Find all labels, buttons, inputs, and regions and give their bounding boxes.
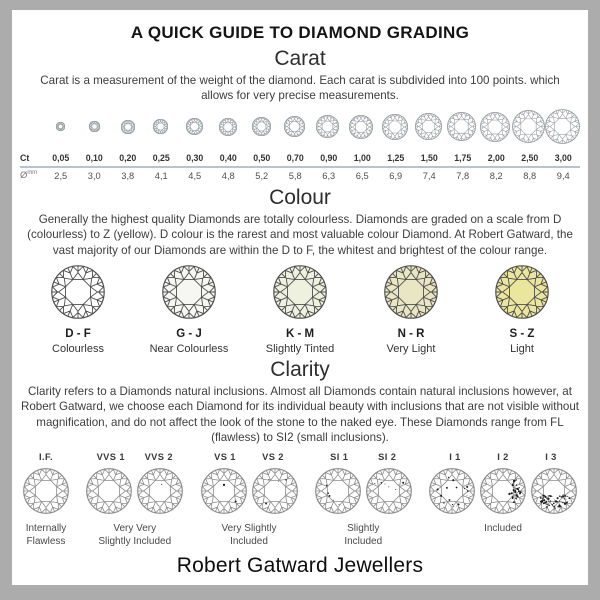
colour-grade-name: Very Light: [386, 343, 436, 356]
diamond-icon: [429, 468, 475, 514]
diamond-icon: [384, 265, 438, 319]
colour-heading: Colour: [269, 185, 331, 209]
diamond-icon: [349, 115, 373, 139]
carat-ct-value: 1,50: [420, 152, 438, 163]
diamond-icon: [186, 118, 203, 135]
clarity-grade-labels: [87, 452, 183, 468]
clarity-heading: Clarity: [270, 358, 330, 382]
carat-stone: [111, 120, 144, 134]
carat-mm-value: 8,8: [523, 170, 537, 181]
diamond-icon: [366, 468, 412, 514]
colour-grade-name: Colourless: [52, 343, 104, 356]
clarity-grade-label: VS 2: [262, 451, 284, 462]
clarity-group: [22, 452, 70, 548]
diamond-icon: [415, 113, 442, 140]
clarity-stone: [136, 468, 184, 514]
diamond-icon: [201, 468, 247, 514]
carat-mm-value: 4,8: [221, 170, 235, 181]
diamond-icon: [137, 468, 183, 514]
clarity-grade-label: I 3: [545, 451, 557, 462]
carat-heading: Carat: [274, 47, 326, 70]
clarity-stone: [314, 468, 362, 514]
clarity-grade-labels: [431, 452, 575, 468]
colour-stone: [162, 265, 216, 319]
clarity-grade-label: I 2: [497, 451, 509, 462]
diamond-icon: [480, 112, 510, 142]
carat-stone: [77, 121, 110, 132]
diamond-icon: [273, 265, 327, 319]
diamond-icon: [121, 120, 135, 134]
colour-range-label: D - F: [65, 328, 91, 341]
carat-mm-value: 7,4: [422, 170, 436, 181]
carat-mm-value: 2,5: [54, 170, 68, 181]
clarity-stones: [314, 468, 413, 514]
carat-mm-value: 5,8: [288, 170, 302, 181]
guide-sheet: [12, 10, 588, 585]
clarity-group: [314, 452, 413, 548]
colour-grade-name: Slightly Tinted: [265, 343, 335, 356]
footer-brand: Robert Gatward Jewellers: [176, 554, 424, 577]
carat-mm-row: [20, 168, 580, 183]
diamond-icon: [495, 265, 549, 319]
carat-stone: [545, 109, 580, 144]
carat-ct-value: 2,00: [487, 152, 505, 163]
carat-ct-value: 0,40: [219, 152, 237, 163]
carat-mm-value: 9,4: [556, 170, 570, 181]
carat-ct-value: 0,30: [186, 152, 204, 163]
clarity-stones: [428, 468, 578, 514]
carat-ct-value: 1,00: [353, 152, 371, 163]
carat-mm-value: 3,8: [121, 170, 135, 181]
diamond-icon: [23, 468, 69, 514]
clarity-group: [85, 452, 184, 548]
colour-grade-column: [139, 265, 239, 355]
carat-stone: [211, 118, 244, 136]
carat-stone: [278, 116, 311, 137]
colour-grade-name: Light: [510, 343, 534, 356]
carat-stone: [378, 114, 411, 140]
carat-diameter-label: $Ø^{mm}$: [20, 169, 37, 181]
carat-ct-value: 0,90: [320, 152, 338, 163]
clarity-grade-labels: [201, 452, 297, 468]
clarity-grade-label: VVS 1: [96, 451, 125, 462]
diamond-icon: [480, 468, 526, 514]
colour-range-label: G - J: [176, 328, 202, 341]
clarity-grade-label: SI 1: [330, 451, 349, 462]
diamond-icon: [315, 468, 361, 514]
diamond-icon: [162, 265, 216, 319]
clarity-stones: [200, 468, 299, 514]
carat-mm-value: 7,8: [456, 170, 470, 181]
clarity-stone: [200, 468, 248, 514]
colour-range-label: S - Z: [509, 328, 535, 341]
colour-range-label: K - M: [285, 328, 315, 341]
carat-ct-value: 0,25: [152, 152, 170, 163]
clarity-stone: [251, 468, 299, 514]
carat-mm-value: 4,1: [154, 170, 168, 181]
clarity-description: Clarity refers to a Diamonds natural inclusions. Almost all Diamonds contain natural inclusions however, at Robert Gatward, we choose each Diamond for its individual beauty with inclusions that are not visible without magnification, and do not affect the look of the stone to the naked eye. These Diamonds range from FL (flawless) to SI2 (small inclusions).: [20, 385, 580, 445]
colour-grade-column: [472, 265, 572, 355]
carat-stone: [411, 113, 444, 140]
clarity-grade-labels: [315, 452, 411, 468]
carat-ct-row: [20, 151, 580, 166]
clarity-group-label: Slightly Included: [344, 522, 383, 547]
colour-stone: [273, 265, 327, 319]
carat-ct-value: 0,05: [52, 152, 70, 163]
carat-ct-value: 0,10: [85, 152, 103, 163]
diamond-icon: [56, 122, 65, 131]
clarity-stone: [479, 468, 527, 514]
clarity-stone: [85, 468, 133, 514]
clarity-group-label: Very Very Slightly Included: [98, 522, 172, 547]
colour-grade-name: Near Colourless: [149, 343, 229, 356]
clarity-grade-label: VVS 2: [144, 451, 173, 462]
carat-mm-value: 6,3: [322, 170, 336, 181]
clarity-group-label: Very Slightly Included: [221, 522, 277, 547]
clarity-grade-label: VS 1: [214, 451, 236, 462]
carat-mm-value: 5,2: [255, 170, 269, 181]
carat-ct-value: 0,70: [286, 152, 304, 163]
diamond-icon: [284, 116, 305, 137]
carat-mm-value: 8,2: [489, 170, 503, 181]
carat-stone: [144, 119, 177, 134]
carat-stone: [478, 112, 511, 142]
colour-grade-row: [28, 265, 572, 355]
colour-grade-column: [250, 265, 350, 355]
carat-ct-value: 2,50: [521, 152, 539, 163]
clarity-group-label: Internally Flawless: [25, 522, 67, 547]
clarity-stone: [428, 468, 476, 514]
carat-mm-value: 3,0: [87, 170, 101, 181]
carat-mm-value: 6,9: [389, 170, 403, 181]
clarity-group: [428, 452, 578, 535]
carat-stone: [512, 110, 545, 143]
carat-stone: [244, 117, 277, 136]
carat-stone: [311, 115, 344, 138]
carat-stone: [44, 122, 77, 131]
diamond-icon: [86, 468, 132, 514]
clarity-grade-row: [22, 452, 578, 548]
clarity-grade-labels: [22, 452, 70, 468]
colour-stone: [51, 265, 105, 319]
carat-stone: [445, 112, 478, 141]
diamond-icon: [382, 114, 408, 140]
carat-ct-label: Ct: [20, 152, 30, 163]
clarity-grade-label: I.F.: [39, 451, 53, 462]
colour-stone: [384, 265, 438, 319]
diamond-icon: [219, 118, 237, 136]
colour-stone: [495, 265, 549, 319]
carat-stone: [345, 115, 378, 139]
clarity-group: [200, 452, 299, 548]
clarity-stone: [22, 468, 70, 514]
diamond-icon: [512, 110, 545, 143]
clarity-grade-label: I 1: [449, 451, 461, 462]
diamond-icon: [51, 265, 105, 319]
carat-ct-value: 3,00: [554, 152, 572, 163]
diamond-icon: [316, 115, 339, 138]
carat-description: Carat is a measurement of the weight of the diamond. Each carat is subdivided into 100 points. which allows for very precise measurements.: [40, 74, 560, 103]
carat-ct-value: 0,50: [253, 152, 271, 163]
carat-stone-row: [20, 107, 580, 147]
carat-stone: [178, 118, 211, 135]
carat-ct-value: 0,20: [119, 152, 137, 163]
colour-description: Generally the highest quality Diamonds are totally colourless. Diamonds are graded on a scale from D (colourless) to Z (yellow). D colour is the rarest and most valuable colour Diamond. At Robert Gatward, the vast majority of our Diamonds are within the D to F, the whitest and brightest of the colour range.: [27, 212, 573, 257]
colour-range-label: N - R: [397, 328, 425, 341]
diamond-icon: [531, 468, 577, 514]
clarity-stone: [365, 468, 413, 514]
clarity-stones: [22, 468, 70, 514]
diamond-icon: [545, 109, 580, 144]
clarity-stones: [85, 468, 184, 514]
colour-grade-column: [28, 265, 128, 355]
diamond-icon: [89, 121, 100, 132]
colour-grade-column: [361, 265, 461, 355]
clarity-stone: [530, 468, 578, 514]
diamond-icon: [447, 112, 476, 141]
clarity-grade-label: SI 2: [378, 451, 397, 462]
diamond-icon: [252, 468, 298, 514]
carat-ct-value: 1,25: [387, 152, 405, 163]
diamond-icon: [153, 119, 168, 134]
diamond-icon: [252, 117, 271, 136]
carat-mm-value: 6,5: [355, 170, 369, 181]
carat-mm-value: 4,5: [188, 170, 202, 181]
clarity-group-label: Included: [484, 522, 522, 534]
carat-ct-value: 1,75: [454, 152, 472, 163]
page-title: A QUICK GUIDE TO DIAMOND GRADING: [130, 23, 470, 42]
